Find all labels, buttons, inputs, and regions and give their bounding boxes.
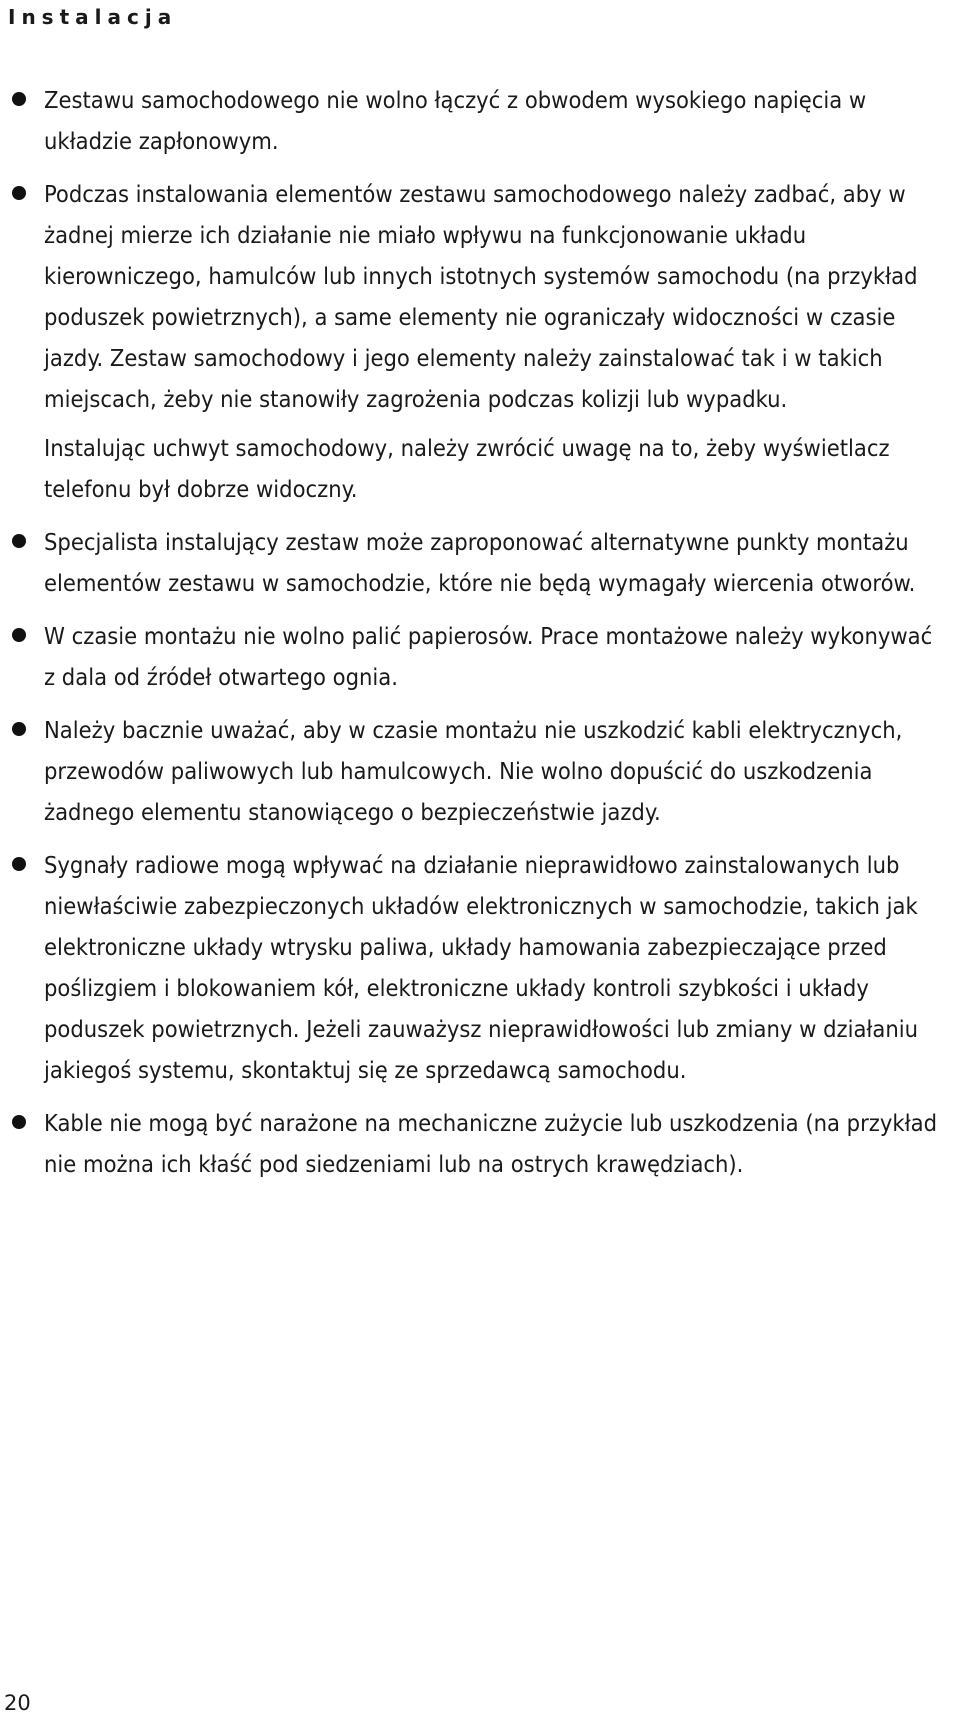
list-item: Sygnały radiowe mogą wpływać na działanie nieprawidłowo zainstalowanych lub niewłaściwie zabezpieczonych układów elektronicznych w samochodzie, takich jak elektroniczne układy wtrysku paliwa, układy hamowania zabezpieczające przed poślizgiem i blokowaniem kół, elektroniczne układy kontroli szybkości i układy poduszek powietrznych. Jeżeli zauważysz nieprawidłowości lub zmiany w działaniu jakiegoś systemu, skontaktuj się ze sprzedawcą samochodu. [44,845,944,1091]
list-item-continuation: Instalując uchwyt samochodowy, należy zwrócić uwagę na to, żeby wyświetlacz telefonu był dobrze widoczny. [44,434,890,503]
list-item: Zestawu samochodowego nie wolno łączyć z obwodem wysokiego napięcia w układzie zapłonowym. [44,80,944,162]
list-item: Podczas instalowania elementów zestawu samochodowego należy zadbać, aby w żadnej mierze ich działanie nie miało wpływu na funkcjonowanie układu kierowniczego, hamulców lub innych istotnych systemów samochodu (na przykład poduszek powietrznych), a same elementy nie ograniczały widoczności w czasie jazdy. Zestaw samochodowy i jego elementy należy zainstalować tak i w takich miejscach, żeby nie stanowiły zagrożenia podczas kolizji lub wypadku. [44,174,944,420]
page-number: 20 [4,1691,31,1715]
list-item: W czasie montażu nie wolno palić papierosów. Prace montażowe należy wykonywać z dala od źródeł otwartego ognia. [44,616,944,698]
section-title: Instalacja [8,5,178,29]
list-item: Należy bacznie uważać, aby w czasie montażu nie uszkodzić kabli elektrycznych, przewodów paliwowych lub hamulcowych. Nie wolno dopuścić do uszkodzenia żadnego elementu stanowiącego o bezpieczeństwie jazdy. [44,710,944,833]
instructions-list [44,80,944,1197]
list-item: Kable nie mogą być narażone na mechaniczne zużycie lub uszkodzenia (na przykład nie można ich kłaść pod siedzeniami lub na ostrych krawędziach). [44,1103,944,1185]
list-item: Specjalista instalujący zestaw może zaproponować alternatywne punkty montażu elementów zestawu w samochodzie, które nie będą wymagały wiercenia otworów. [44,522,944,604]
